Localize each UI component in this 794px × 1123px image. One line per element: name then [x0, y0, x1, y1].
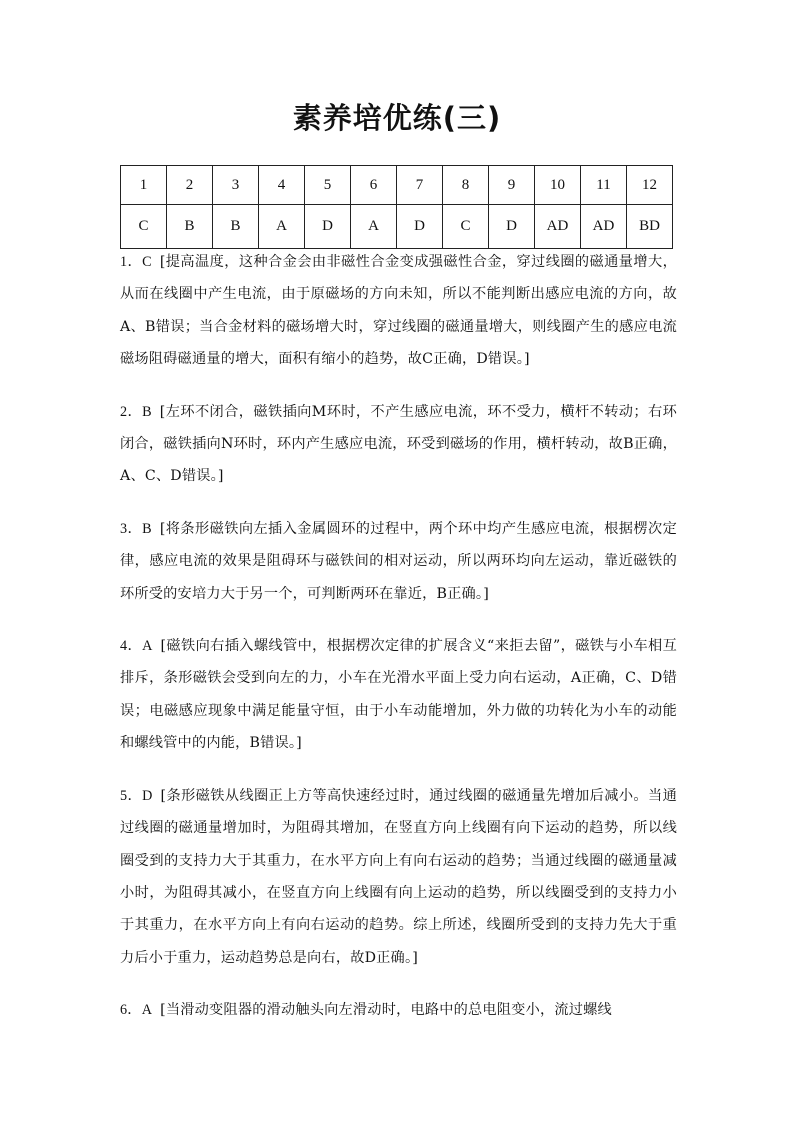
answer-cell: D	[397, 205, 443, 249]
explanation-number: 6．	[120, 1002, 142, 1019]
explanation-5	[120, 780, 677, 974]
explanation-number: 1．	[120, 254, 143, 270]
explanation-number: 3．	[120, 520, 143, 537]
answer-cell: A	[259, 205, 305, 249]
explanation-text: [当滑动变阻器的滑动触头向左滑动时，电路中的总电阻变小，流过螺线	[160, 1002, 612, 1019]
question-number-cell: 7	[397, 166, 443, 205]
answer-table-answer-row	[121, 205, 673, 249]
explanation-text: [将条形磁铁向左插入金属圆环的过程中，两个环中均产生感应电流，根据楞次定律，感应电流的效果是阻碍环与磁铁间的相对运动，所以两环均向左运动，靠近磁铁的环所受的安培力大于另一个，可判断两环在靠近，B正确。]	[120, 520, 677, 602]
explanation-text: [磁铁向右插入螺线管中，根据楞次定律的扩展含义“来拒去留”，磁铁与小车相互排斥，条形磁铁会受到向左的力，小车在光滑水平面上受力向右运动，A正确，C、D错误；电磁感应现象中满足能量守恒，由于小车动能增加，外力做的功转化为小车的动能和螺线管中的内能，B错误。]	[120, 638, 677, 752]
question-number-cell: 12	[627, 166, 673, 205]
explanation-answer: B	[142, 520, 152, 537]
explanation-text: [提高温度，这种合金会由非磁性合金变成强磁性合金，穿过线圈的磁通量增大，从而在线圈中产生电流，由于原磁场的方向未知，所以不能判断出感应电流的方向，故A、B错误；当合金材料的磁场增大时，穿过线圈的磁通量增大，则线圈产生的感应电流磁场阻碍磁通量的增大，面积有缩小的趋势，故C正确，D错误。]	[120, 254, 677, 368]
answer-cell: C	[121, 205, 167, 249]
explanation-answer: B	[142, 403, 152, 420]
answer-cell: A	[351, 205, 397, 249]
explanation-answer: D	[142, 787, 153, 804]
explanation-answer: C	[142, 254, 152, 270]
explanation-2	[120, 396, 677, 493]
question-number-cell: 11	[581, 166, 627, 205]
answer-cell: AD	[581, 205, 627, 249]
explanation-text: [条形磁铁从线圈正上方等高快速经过时，通过线圈的磁通量先增加后减小。当通过线圈的磁通量增加时，为阻碍其增加，在竖直方向上线圈有向下运动的趋势，所以线圈受到的支持力大于其重力，在水平方向上有向右运动的趋势；当通过线圈的磁通量减小时，为阻碍其减小，在竖直方向上线圈有向上运动的趋势，所以线圈受到的支持力小于其重力，在水平方向上有向右运动的趋势。综上所述，线圈所受到的支持力先大于重力后小于重力，运动趋势总是向右，故D正确。]	[120, 787, 677, 966]
answer-cell: B	[167, 205, 213, 249]
question-number-cell: 3	[213, 166, 259, 205]
explanation-1	[120, 246, 677, 376]
explanation-number: 2．	[120, 403, 143, 420]
question-number-cell: 8	[443, 166, 489, 205]
explanations	[120, 246, 677, 1047]
answer-cell: D	[489, 205, 535, 249]
explanation-4	[120, 630, 677, 760]
explanation-answer: A	[142, 638, 153, 655]
question-number-cell: 9	[489, 166, 535, 205]
question-number-cell: 6	[351, 166, 397, 205]
answer-table-number-row	[121, 166, 673, 205]
question-number-cell: 10	[535, 166, 581, 205]
explanation-number: 4．	[120, 638, 143, 655]
answer-cell: BD	[627, 205, 673, 249]
question-number-cell: 5	[305, 166, 351, 205]
question-number-cell: 4	[259, 166, 305, 205]
answer-cell: D	[305, 205, 351, 249]
explanation-text: [左环不闭合，磁铁插向M环时，不产生感应电流，环不受力，横杆不转动；右环闭合，磁铁插向N环时，环内产生感应电流，环受到磁场的作用，横杆转动，故B正确，A、C、D错误。]	[120, 403, 678, 485]
answer-cell: AD	[535, 205, 581, 249]
explanation-3	[120, 513, 677, 610]
explanation-answer: A	[141, 1002, 153, 1019]
question-number-cell: 2	[167, 166, 213, 205]
explanation-6	[120, 994, 677, 1026]
question-number-cell: 1	[121, 166, 167, 205]
explanation-number: 5．	[120, 787, 143, 804]
page-title: 素养培优练(三)	[292, 101, 502, 135]
answer-table	[120, 165, 673, 249]
answer-cell: C	[443, 205, 489, 249]
answer-cell: B	[213, 205, 259, 249]
